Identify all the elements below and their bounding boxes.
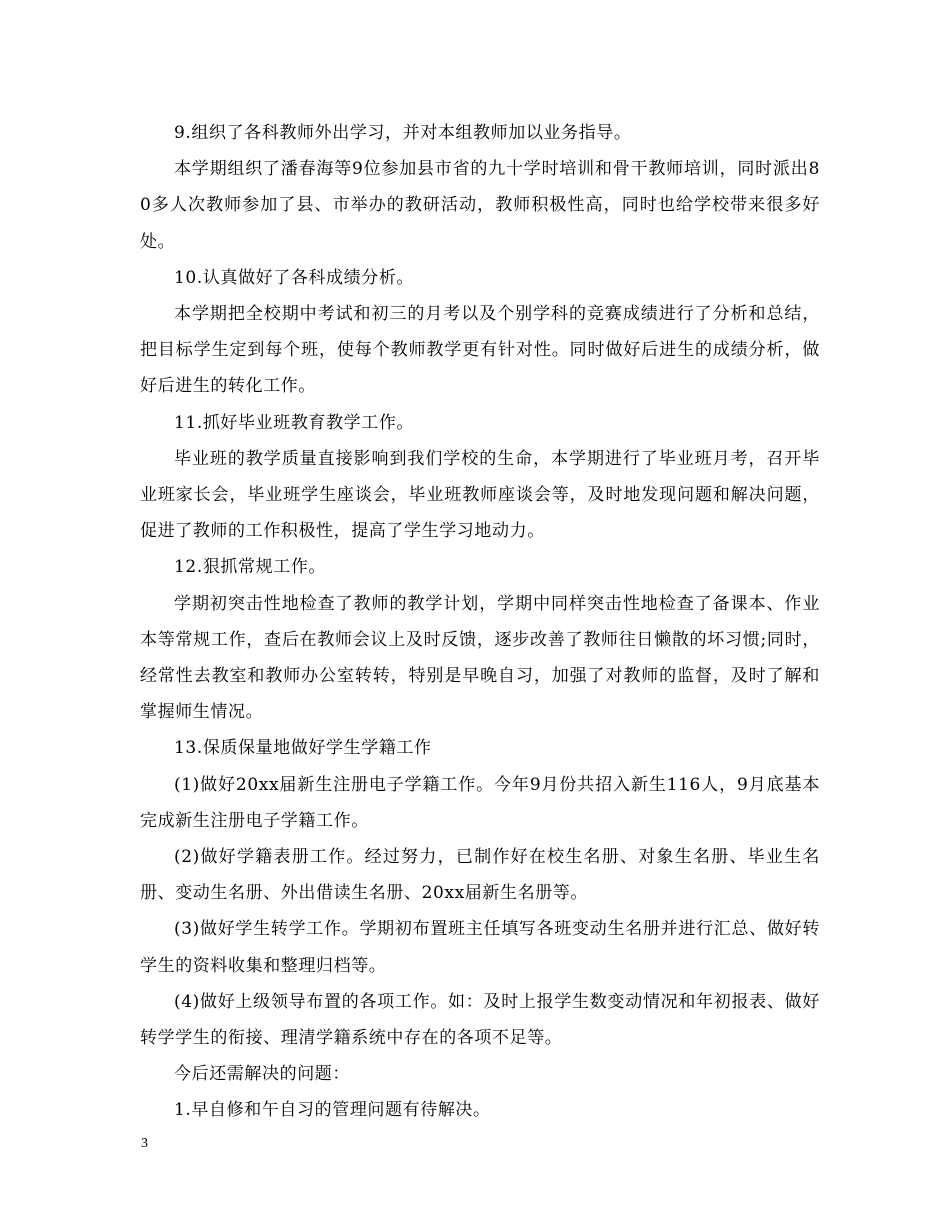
paragraph-item-1: (1)做好20xx届新生注册电子学籍工作。今年9月份共招入新生116人，9月底基本完成新生注册电子学籍工作。 — [140, 774, 820, 831]
paragraph: 学期初突击性地检查了教师的教学计划，学期中同样突击性地检查了备课本、作业本等常规工作，查后在教师会议上及时反馈，逐步改善了教师往日懒散的坏习惯;同时，经常性去教室和教师办公室转转，特别是早晚自习，加强了对教师的监督，及时了解和掌握师生情况。 — [140, 593, 820, 723]
paragraph-item-4: (4)做好上级领导布置的各项工作。如：及时上报学生数变动情况和年初报表、做好转学学生的衔接、理清学籍系统中存在的各项不足等。 — [140, 991, 820, 1049]
paragraph: 毕业班的教学质量直接影响到我们学校的生命，本学期进行了毕业班月考，召开毕业班家长会，毕业班学生座谈会，毕业班教师座谈会等，及时地发现问题和解决问题，促进了教师的工作积极性，提高了学生学习地动力。 — [140, 448, 820, 542]
paragraph-heading-issues: 今后还需解决的问题： — [174, 1064, 350, 1085]
paragraph-heading-12: 12.狠抓常规工作。 — [174, 557, 327, 578]
paragraph-heading-13: 13.保质保量地做好学生学籍工作 — [174, 738, 432, 759]
paragraph-item-3: (3)做好学生转学工作。学期初布置班主任填写各班变动生名册并进行汇总、做好转学生的资料收集和整理归档等。 — [140, 919, 820, 976]
document-body — [140, 115, 820, 1129]
page-number: 3 — [141, 1136, 148, 1151]
paragraph-issue-1: 1.早自修和午自习的管理问题有待解决。 — [174, 1100, 491, 1121]
paragraph-heading-10: 10.认真做好了各科成绩分析。 — [174, 267, 415, 288]
paragraph: 本学期把全校期中考试和初三的月考以及个别学科的竞赛成绩进行了分析和总结，把目标学生定到每个班，使每个教师教学更有针对性。同时做好后进生的成绩分析，做好后进生的转化工作。 — [140, 304, 820, 397]
paragraph: 本学期组织了潘春海等9位参加县市省的九十学时培训和骨干教师培训，同时派出80多人次教师参加了县、市举办的教研活动，教师积极性高，同时也给学校带来很多好处。 — [140, 159, 820, 252]
paragraph-heading-11: 11.抓好毕业班教育教学工作。 — [174, 412, 415, 433]
paragraph-heading-9: 9.组织了各科教师外出学习，并对本组教师加以业务指导。 — [174, 123, 632, 143]
paragraph-item-2: (2)做好学籍表册工作。经过努力，已制作好在校生名册、对象生名册、毕业生名册、变动生名册、外出借读生名册、20xx届新生名册等。 — [140, 847, 820, 904]
